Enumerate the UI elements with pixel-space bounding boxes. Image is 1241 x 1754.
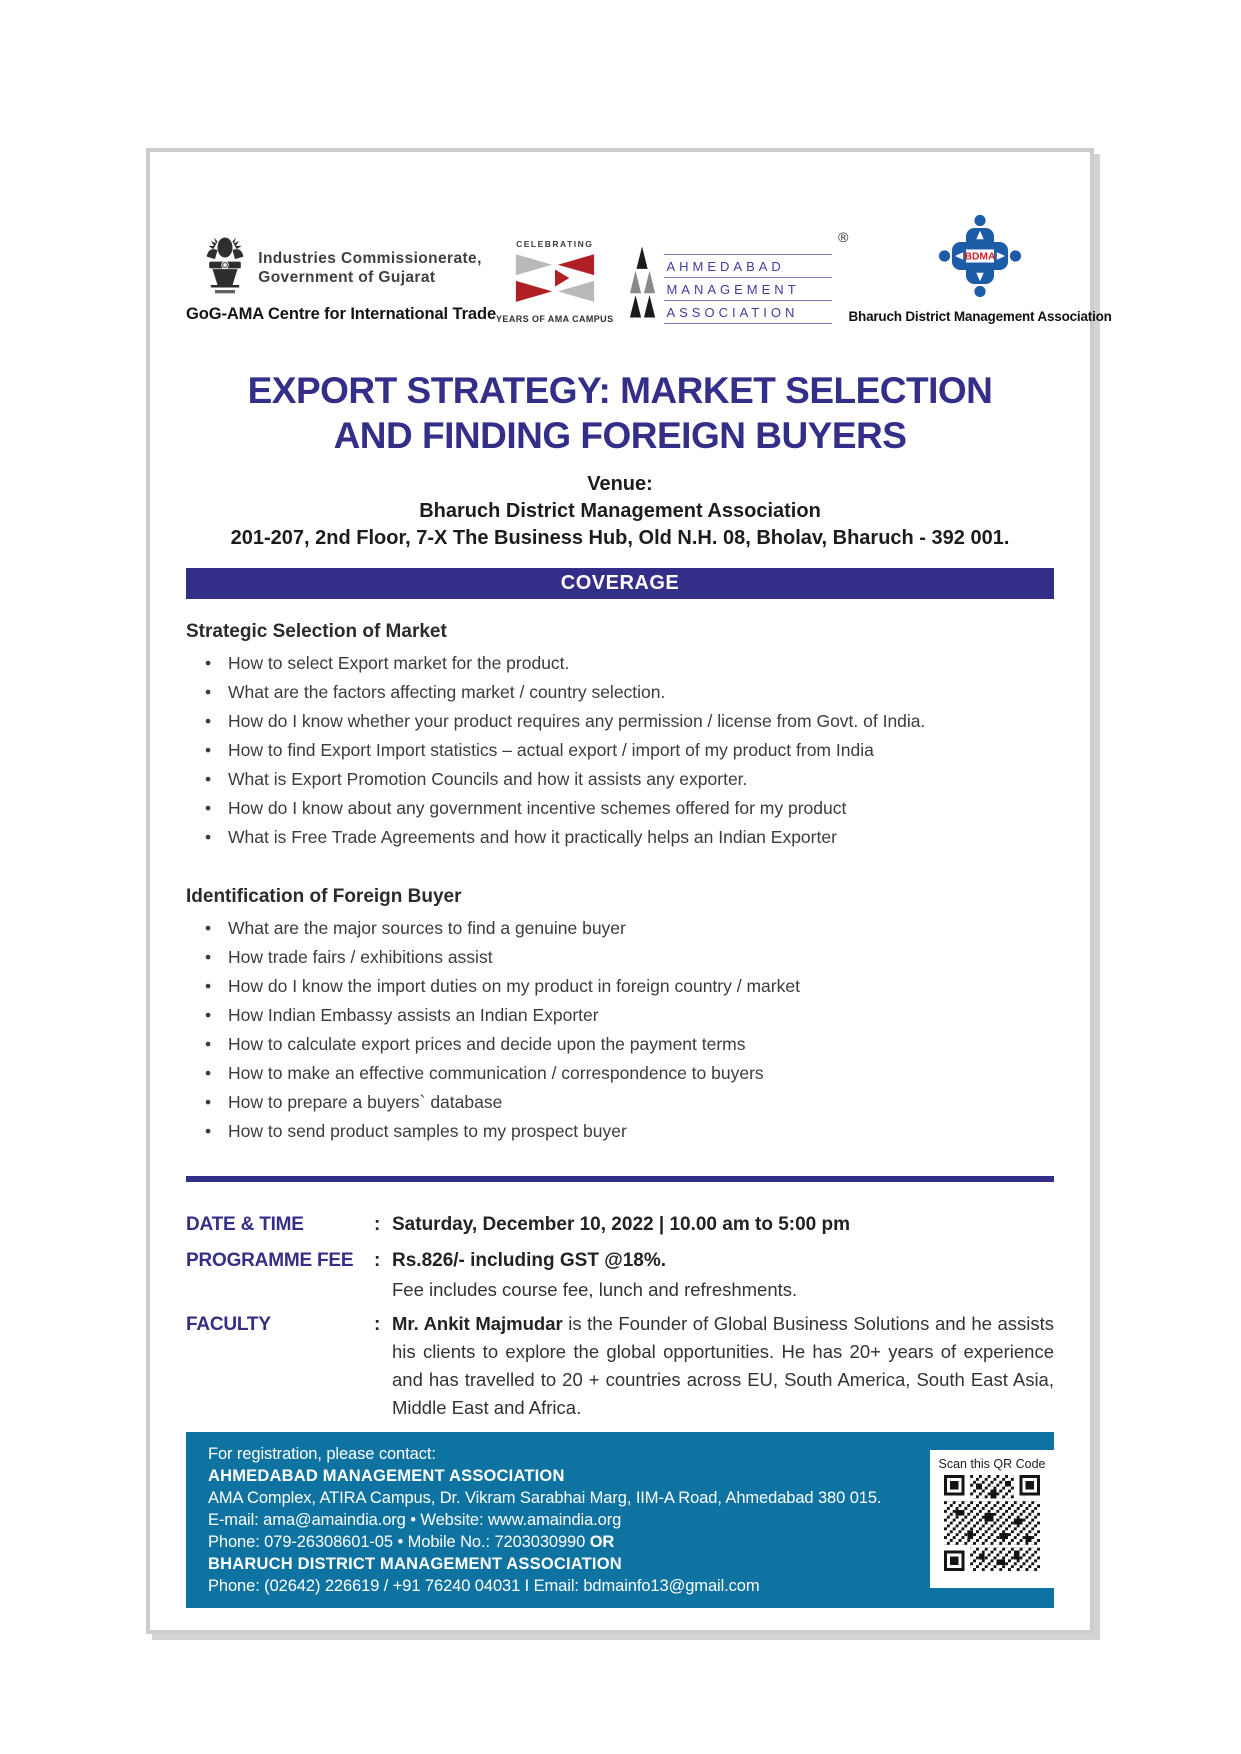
bullet-item: • How do I know whether your product requires any permission / license from Govt. of India. — [186, 707, 1054, 736]
flyer-page — [146, 148, 1112, 1634]
footer-bdma-phone: Phone: (02642) 226619 / +91 76240 04031 I Email: bdmainfo13@gmail.com — [208, 1577, 760, 1595]
fee-note: Fee includes course fee, lunch and refreshments. — [392, 1279, 798, 1300]
ama-logo — [629, 229, 849, 324]
gov-caption: GoG-AMA Centre for International Trade — [186, 305, 497, 323]
qr-code-icon — [944, 1471, 1040, 1576]
bullet-item: • How do I know about any government incentive schemes offered for my product — [186, 794, 1054, 823]
registration-footer — [186, 1432, 1054, 1608]
event-title: EXPORT STRATEGY: MARKET SELECTION AND FINDING FOREIGN BUYERS — [247, 370, 993, 456]
header — [186, 214, 1112, 324]
bullet-item: • What is Free Trade Agreements and how it practically helps an Indian Exporter — [186, 823, 1054, 852]
qr-caption: Scan this QR Code — [938, 1457, 1046, 1471]
section-divider-rule — [186, 1176, 1054, 1182]
gov-gujarat-block — [186, 235, 496, 324]
bullet-item: • How to calculate export prices and decide upon the payment terms — [186, 1030, 1054, 1059]
celebrating-25-icon — [514, 252, 596, 311]
faculty-label: FACULTY — [186, 1314, 271, 1335]
bdma-logo-icon — [938, 214, 1022, 303]
footer-bdma-name: BHARUCH DISTRICT MANAGEMENT ASSOCIATION — [208, 1555, 622, 1573]
date-time-label: DATE & TIME — [186, 1214, 304, 1235]
bullet-item: • How to find Export Import statistics – actual export / import of my product from India — [186, 736, 1054, 765]
bullet-item: • What are the factors affecting market / country selection. — [186, 678, 1054, 707]
bullet-item: • How to send product samples to my prospect buyer — [186, 1117, 1054, 1146]
bullet-list-buyer — [186, 914, 1054, 1146]
celebrating-25-block — [496, 239, 613, 324]
bullet-item: • What is Export Promotion Councils and how it assists any exporter. — [186, 765, 1054, 794]
section-heading-buyer: Identification of Foreign Buyer — [186, 886, 462, 907]
qr-panel — [930, 1450, 1054, 1588]
ama-wordmark: AHMEDABAD MANAGEMENT ASSOCIATION — [664, 254, 832, 324]
faculty-paragraph: Mr. Ankit Majmudar is the Founder of Global Business Solutions and he assists his clients to explore the global opportunities. He has 20+ years of experience and has travelled to 20 + countries across EU, South America, South East Asia, Middle East and Africa. — [392, 1313, 1054, 1418]
celebrating-label: CELEBRATING — [516, 239, 594, 249]
footer-ama-email-web: E-mail: ama@amaindia.org • Website: www.amaindia.org — [208, 1511, 622, 1529]
footer-intro: For registration, please contact: — [208, 1445, 436, 1463]
section-heading-market: Strategic Selection of Market — [186, 621, 447, 642]
ama-triangles-icon — [629, 245, 657, 324]
gov-org-name: Industries Commissionerate, Government of Gujarat — [258, 249, 482, 286]
fee-label: PROGRAMME FEE — [186, 1250, 354, 1271]
detail-row-fee: PROGRAMME FEE : Rs.826/- including GST @18%. Fee includes course fee, lunch and refreshments. — [186, 1246, 1054, 1304]
bdma-caption: Bharuch District Management Association — [848, 309, 1112, 324]
svg-text:BDMA: BDMA — [964, 251, 996, 263]
coverage-banner: COVERAGE — [186, 568, 1054, 599]
bullet-item: • How trade fairs / exhibitions assist — [186, 943, 1054, 972]
detail-row-faculty: FACULTY : Mr. Ankit Majmudar is the Founder of Global Business Solutions and he assists his clients to explore the global opportunities. He has 20+ years of experience and has travelled to 20 + countries across EU, South America, South East Asia, Middle East and Africa. — [186, 1310, 1054, 1422]
bullet-item: • How Indian Embassy assists an Indian Exporter — [186, 1001, 1054, 1030]
footer-ama-phone: Phone: 079-26308601-05 • Mobile No.: 7203030990 OR — [208, 1533, 615, 1551]
registered-trademark-mark: ® — [838, 229, 849, 245]
bullet-item: • What are the major sources to find a genuine buyer — [186, 914, 1054, 943]
fee-value: Rs.826/- including GST @18%. — [392, 1250, 667, 1271]
date-time-value: Saturday, December 10, 2022 | 10.00 am to 5:00 pm — [392, 1214, 851, 1235]
venue-block — [186, 471, 1054, 552]
bullet-item: • How to select Export market for the product. — [186, 649, 1054, 678]
bdma-block — [848, 214, 1111, 324]
event-details — [186, 1210, 1054, 1422]
bullet-item: • How to prepare a buyers` database — [186, 1088, 1054, 1117]
footer-ama-address: AMA Complex, ATIRA Campus, Dr. Vikram Sarabhai Marg, IIM-A Road, Ahmedabad 380 015. — [208, 1489, 882, 1507]
faculty-name: Mr. Ankit Majmudar — [392, 1313, 563, 1334]
bullet-item: • How do I know the import duties on my product in foreign country / market — [186, 972, 1054, 1001]
center-logos — [496, 229, 849, 324]
detail-row-date-time: DATE & TIME : Saturday, December 10, 2022 | 10.00 am to 5:00 pm — [186, 1210, 1054, 1240]
footer-or-label: OR — [589, 1533, 615, 1551]
bullet-list-market — [186, 649, 1054, 852]
venue-address: 201-207, 2nd Floor, 7-X The Business Hub, Old N.H. 08, Bholav, Bharuch - 392 001. — [230, 527, 1010, 549]
emblem-of-india-icon — [200, 235, 250, 300]
years-label: YEARS OF AMA CAMPUS — [496, 314, 614, 324]
footer-ama-name: AHMEDABAD MANAGEMENT ASSOCIATION — [208, 1467, 565, 1485]
venue-label: Venue: — [587, 473, 653, 495]
bullet-item: • How to make an effective communication / correspondence to buyers — [186, 1059, 1054, 1088]
venue-name: Bharuch District Management Association — [419, 500, 821, 522]
